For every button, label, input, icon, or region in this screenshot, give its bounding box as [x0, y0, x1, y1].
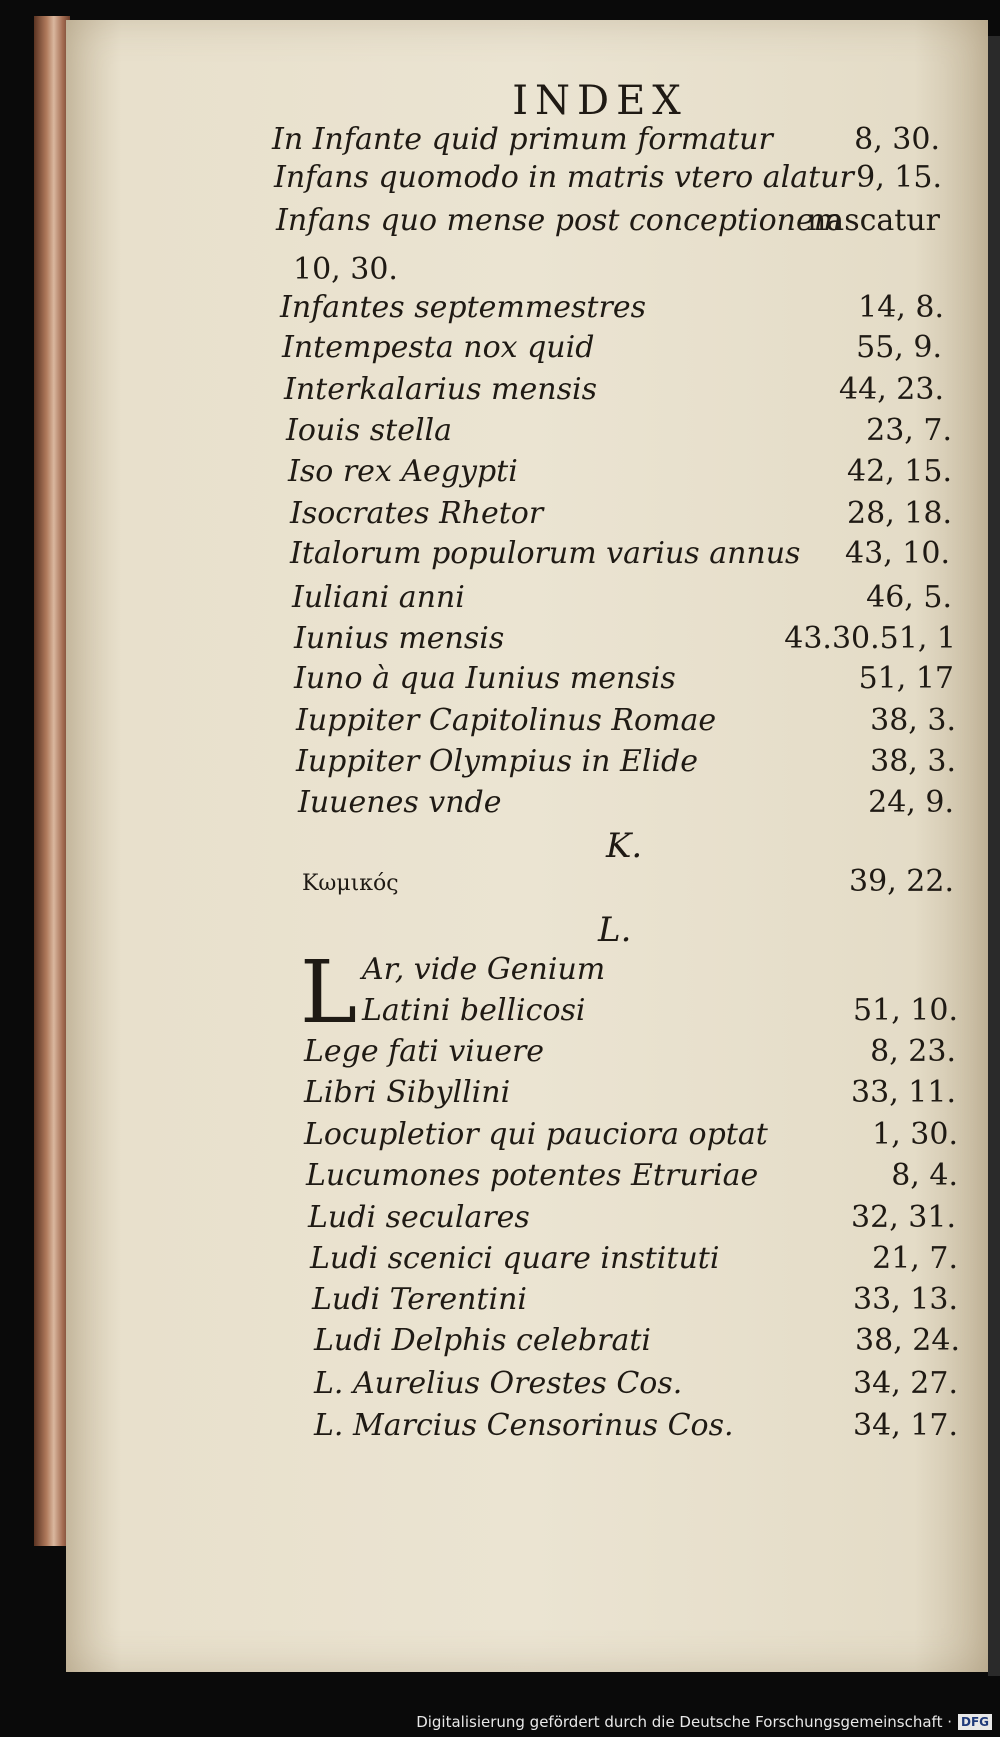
index-entry: Iuliani anni 46, 5. [292, 580, 952, 615]
greek-entry: Κωμικός [302, 871, 399, 896]
index-entry: Latini bellicosi 51, 10. [362, 993, 958, 1028]
index-entry: In Infante quid primum formatur 8, 30. [272, 122, 940, 157]
index-entry: L. Aurelius Orestes Cos. 34, 27. [314, 1366, 958, 1401]
index-entry: Ludi seculares 32, 31. [308, 1200, 956, 1235]
section-letter-l: L. [598, 910, 632, 950]
index-entry: Italorum populorum varius annus 43, 10. [290, 536, 950, 571]
index-entry: Ludi Terentini 33, 13. [312, 1282, 958, 1317]
greek-entry-number: 39, 22. [849, 864, 954, 899]
index-entry: Ludi Delphis celebrati 38, 24. [314, 1323, 960, 1358]
page-title: INDEX [512, 78, 688, 124]
index-entry: Lege fati viuere 8, 23. [304, 1034, 956, 1069]
index-entry: Libri Sibyllini 33, 11. [304, 1075, 956, 1110]
footer-credit [416, 1713, 992, 1731]
index-entry: Interkalarius mensis 44, 23. [284, 372, 944, 407]
index-entry: L. Marcius Censorinus Cos. 34, 17. [314, 1408, 958, 1443]
index-entry: Ludi scenici quare instituti 21, 7. [310, 1241, 958, 1276]
index-entry: Iuppiter Olympius in Elide 38, 3. [296, 744, 956, 779]
index-entry-continuation: 10, 30. [293, 252, 398, 287]
index-entry: Iuno à qua Iunius mensis 51, 17 [294, 661, 954, 696]
book-edge [34, 16, 70, 1546]
index-entry: Lucumones potentes Etruriae 8, 4. [306, 1158, 958, 1193]
index-entry: Iunius mensis 43.30.51, 1 [294, 621, 956, 656]
drop-cap: L [300, 943, 358, 1043]
index-entry: Infans quo mense post conceptionem nascatur [276, 203, 940, 238]
index-entry: Iuuenes vnde 24, 9. [298, 785, 954, 820]
section-letter-k: K. [606, 826, 643, 866]
page-right-shadow [988, 36, 1000, 1676]
index-entry: Iso rex Aegypti 42, 15. [288, 454, 952, 489]
index-entry: Infans quomodo in matris vtero alatur 9, 15. [274, 160, 942, 195]
dfg-logo: DFG [958, 1714, 992, 1730]
index-entry: Intempesta nox quid 55, 9. [282, 330, 942, 365]
index-entry: Infantes septemmestres 14, 8. [280, 290, 944, 325]
index-entry: Ar, vide Genium [362, 952, 606, 987]
footer-text: Digitalisierung gefördert durch die Deutsche Forschungsgemeinschaft · [416, 1713, 952, 1731]
index-entry: Isocrates Rhetor 28, 18. [290, 496, 952, 531]
index-entry: Locupletior qui pauciora optat 1, 30. [304, 1117, 958, 1152]
index-entry: Iouis stella 23, 7. [286, 413, 952, 448]
index-entry: Iuppiter Capitolinus Romae 38, 3. [296, 703, 956, 738]
